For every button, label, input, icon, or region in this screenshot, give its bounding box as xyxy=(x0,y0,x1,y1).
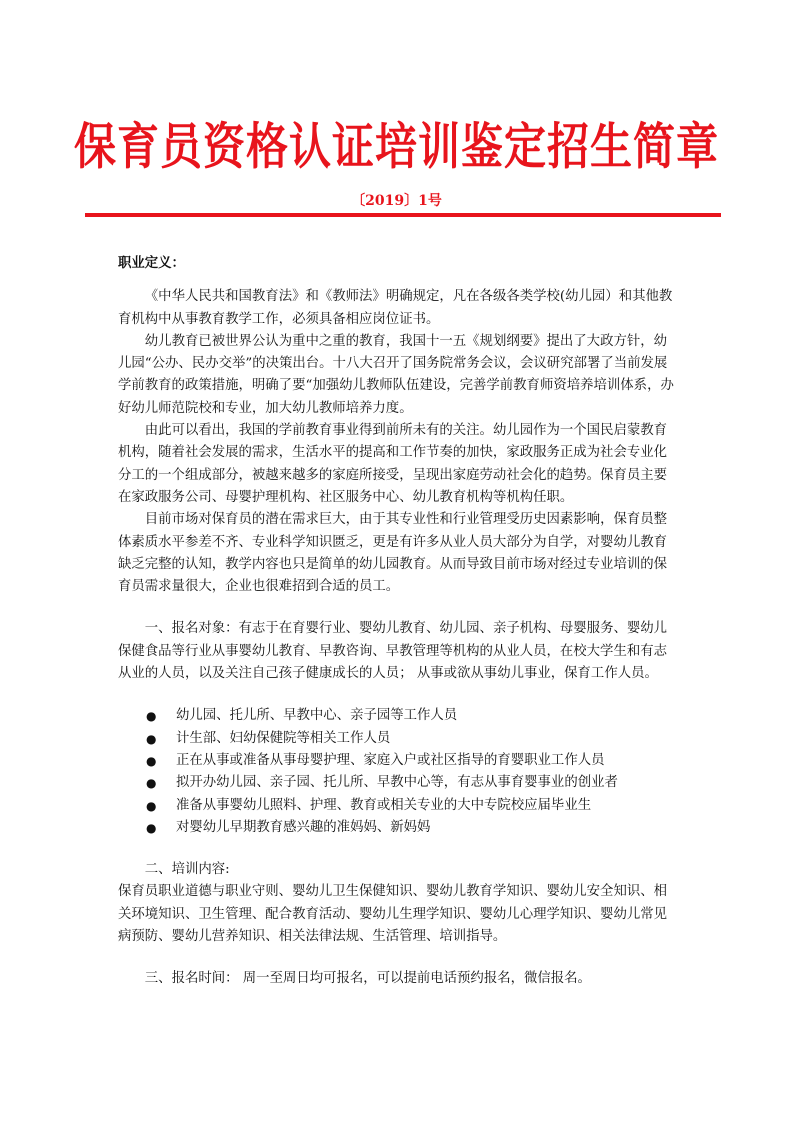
document-number: 〔2019〕1号 xyxy=(351,193,442,209)
enrollment-paragraph: 一、报名对象：有志于在育婴行业、婴幼儿教育、幼儿园、亲子机构、母婴服务、婴幼儿保健食品等行业从事婴幼儿教育、早教咨询、早教管理等机构的从业人员，在校大学生和有志从业的人员，以及关注自己孩子健康成长的人员； 从事或欲从事幼儿事业，保育工作人员。 xyxy=(118,621,668,682)
spacer xyxy=(118,948,680,968)
page-title: 保育员资格认证培训鉴定招生简章 xyxy=(73,117,719,176)
spacer xyxy=(118,685,680,705)
definition-paragraph: 《中华人民共和国教育法》和《教师法》明确规定，凡在各级各类学校(幼儿园）和其他教育机构中从事教育教学工作，必须具备相应岗位证书。 xyxy=(118,289,673,327)
definition-paragraph: 目前市场对保育员的潜在需求巨大，由于其专业性和行业管理受历史因素影响，保育员整体素质水平参差不齐、专业科学知识匮乏，更是有许多从业人员大部分为自学，对婴幼儿教育缺乏完整的认知，教学内容也只是简单的幼儿园教育。从而导致目前市场对经过专业培训的保育员需求量很大，企业也很难招到合适的员工。 xyxy=(118,512,668,595)
bullet-icon: ● xyxy=(146,753,157,768)
training-heading: 二、培训内容: xyxy=(144,862,230,878)
list-item xyxy=(146,728,680,750)
document-body xyxy=(118,252,680,991)
bullet-icon: ● xyxy=(146,820,157,835)
spacer xyxy=(118,598,680,618)
list-item-text: 正在从事或准备从事母婴护理、家庭入户或社区指导的育婴职业工作人员 xyxy=(176,752,605,768)
list-item xyxy=(146,705,680,727)
list-item xyxy=(146,795,680,817)
list-item xyxy=(146,772,680,794)
bullet-icon: ● xyxy=(146,731,157,746)
definition-paragraph: 幼儿教育已被世界公认为重中之重的教育，我国十一五《规划纲要》提出了大政方针，幼儿园“公办、民办交举”的决策出台。十八大召开了国务院常务会议，会议研究部署了当前发展学前教育的政策措施，明确了要“加强幼儿教师队伍建设，完善学前教育师资培养培训体系，办好幼儿师范院校和专业，加大幼儿教师培养力度。 xyxy=(118,333,674,416)
bullet-icon: ● xyxy=(146,709,157,724)
list-item-text: 对婴幼儿早期教育感兴趣的准妈妈、新妈妈 xyxy=(176,819,431,835)
list-item xyxy=(146,750,680,772)
bullet-icon: ● xyxy=(146,798,157,813)
list-item-text: 拟开办幼儿园、亲子园、托儿所、早教中心等，有志从事育婴事业的创业者 xyxy=(176,775,618,791)
list-item-text: 计生部、妇幼保健院等相关工作人员 xyxy=(176,730,391,746)
definition-paragraph: 由此可以看出，我国的学前教育事业得到前所未有的关注。幼儿园作为一个国民启蒙教育机构，随着社会发展的需求，生活水平的提高和工作节奏的加快，家政服务正成为社会专业化分工的一个组成部分，被越来越多的家庭所接受，呈现出家庭劳动社会化的趋势。保育员主要在家政服务公司、母婴护理机构、社区服务中心、幼儿教育机构等机构任职。 xyxy=(118,423,668,505)
training-paragraph: 保育员职业道德与职业守则、婴幼儿卫生保健知识、婴幼儿教育学知识、婴幼儿安全知识、相关环境知识、卫生管理、配合教育活动、婴幼儿生理学知识、婴幼儿心理学知识、婴幼儿常见病预防、婴幼儿营养知识、相关法律法规、生活管理、培训指导。 xyxy=(118,884,668,945)
definition-heading: 职业定义： xyxy=(118,255,185,271)
list-item xyxy=(146,817,680,839)
registration-paragraph: 三、报名时间： 周一至周日均可报名，可以提前电话预约报名，微信报名。 xyxy=(144,971,591,987)
header-divider xyxy=(85,213,721,217)
bullet-icon: ● xyxy=(146,776,157,791)
enrollment-bullet-list xyxy=(118,705,680,839)
list-item-text: 准备从事婴幼儿照料、护理、教育或相关专业的大中专院校应届毕业生 xyxy=(176,797,592,813)
spacer xyxy=(118,839,680,859)
list-item-text: 幼儿园、托儿所、早教中心、亲子园等工作人员 xyxy=(176,708,458,724)
